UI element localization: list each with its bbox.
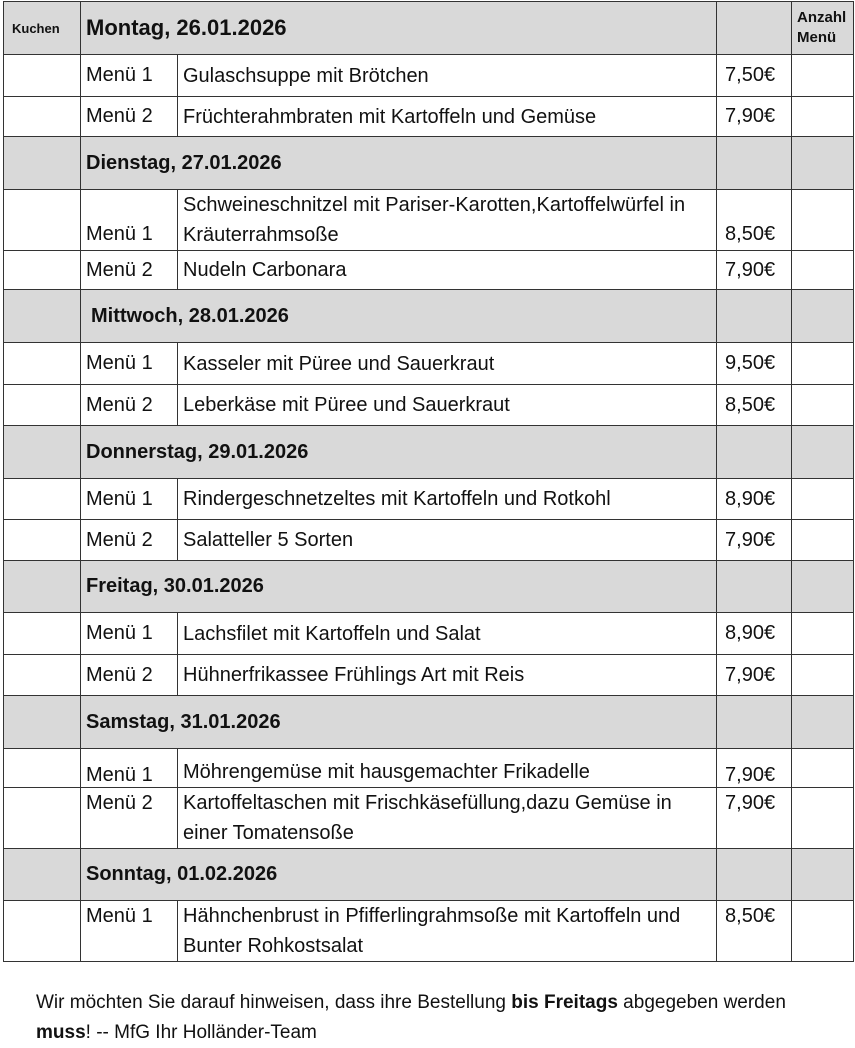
kuchen-cell [4, 426, 81, 479]
menu-label: Menü 1 [81, 749, 178, 788]
anzahl-menu-header [792, 2, 854, 55]
anzahl-empty-cell [792, 849, 854, 901]
kuchen-cell [4, 696, 81, 749]
anzahl-cell[interactable] [792, 901, 854, 962]
price: 8,50€ [717, 190, 792, 251]
kuchen-cell[interactable] [4, 343, 81, 385]
anzahl-cell[interactable] [792, 479, 854, 520]
price: 9,50€ [717, 343, 792, 385]
anzahl-cell[interactable] [792, 520, 854, 561]
anzahl-label: Anzahl [797, 9, 847, 26]
anzahl-empty-cell [792, 290, 854, 343]
price-empty-cell [717, 561, 792, 613]
menu-row [4, 343, 854, 385]
kuchen-cell[interactable] [4, 788, 81, 849]
kuchen-cell [4, 290, 81, 343]
menu-label: Menü 1 [81, 613, 178, 655]
day-date: Dienstag, 27.01.2026 [81, 137, 717, 190]
menu-row [4, 97, 854, 137]
menu-row [4, 788, 854, 849]
dish-name: Hähnchenbrust in Pfifferlingrahmsoße mit Kartoffeln und Bunter Rohkostsalat [178, 901, 717, 962]
day-date: Donnerstag, 29.01.2026 [81, 426, 717, 479]
menu-row [4, 190, 854, 251]
kuchen-cell[interactable] [4, 520, 81, 561]
price: 7,90€ [717, 251, 792, 290]
menu-row [4, 55, 854, 97]
menu-label: Menü 1 [81, 343, 178, 385]
anzahl-cell[interactable] [792, 788, 854, 849]
menu-row [4, 479, 854, 520]
kuchen-cell[interactable] [4, 901, 81, 962]
day-header-row [4, 426, 854, 479]
price-empty-cell [717, 2, 792, 55]
day-header-row [4, 849, 854, 901]
menu-label: Menü 1 [81, 190, 178, 251]
menu-row [4, 613, 854, 655]
dish-name: Nudeln Carbonara [178, 251, 717, 290]
kuchen-cell[interactable] [4, 655, 81, 696]
anzahl-cell[interactable] [792, 655, 854, 696]
menu-label: Menü 2 [81, 655, 178, 696]
menu-label: Menü 2 [81, 97, 178, 137]
anzahl-empty-cell [792, 426, 854, 479]
anzahl-empty-cell [792, 696, 854, 749]
anzahl-cell[interactable] [792, 97, 854, 137]
dish-name: Salatteller 5 Sorten [178, 520, 717, 561]
dish-name: Schweineschnitzel mit Pariser-Karotten,Kartoffelwürfel in Kräuterrahmsoße [178, 190, 717, 251]
kuchen-cell [4, 137, 81, 190]
kuchen-cell[interactable] [4, 55, 81, 97]
kuchen-cell [4, 561, 81, 613]
day-header-row [4, 290, 854, 343]
notice-text: Wir möchten Sie darauf hinweisen, dass ihre Bestellung [36, 992, 512, 1013]
price: 8,50€ [717, 385, 792, 426]
kuchen-cell [4, 849, 81, 901]
kuchen-cell[interactable] [4, 97, 81, 137]
dish-name: Lachsfilet mit Kartoffeln und Salat [178, 613, 717, 655]
anzahl-cell[interactable] [792, 613, 854, 655]
anzahl-cell[interactable] [792, 385, 854, 426]
menu-label: Menü 2 [81, 788, 178, 849]
price: 7,50€ [717, 55, 792, 97]
anzahl-cell[interactable] [792, 55, 854, 97]
dish-name: Leberkäse mit Püree und Sauerkraut [178, 385, 717, 426]
kuchen-cell[interactable] [4, 251, 81, 290]
price: 7,90€ [717, 788, 792, 849]
dish-name: Kartoffeltaschen mit Frischkäsefüllung,dazu Gemüse in einer Tomatensoße [178, 788, 717, 849]
day-header-row [4, 137, 854, 190]
day-date: Samstag, 31.01.2026 [81, 696, 717, 749]
menu-row [4, 251, 854, 290]
menu-label: Menü 1 [81, 901, 178, 962]
day-header-row [4, 2, 854, 55]
anzahl-empty-cell [792, 561, 854, 613]
price: 7,90€ [717, 520, 792, 561]
anzahl-cell[interactable] [792, 190, 854, 251]
menu-table [3, 1, 854, 962]
price: 7,90€ [717, 97, 792, 137]
dish-name: Hühnerfrikassee Frühlings Art mit Reis [178, 655, 717, 696]
day-date: Freitag, 30.01.2026 [81, 561, 717, 613]
price-empty-cell [717, 290, 792, 343]
notice-must: muss [36, 1022, 86, 1043]
notice-text: abgegeben werden [617, 992, 786, 1013]
menu-label: Menü 1 [81, 55, 178, 97]
price: 8,90€ [717, 479, 792, 520]
menu-label: Menü 2 [81, 251, 178, 290]
kuchen-cell[interactable] [4, 479, 81, 520]
menu-row [4, 901, 854, 962]
menu-row [4, 385, 854, 426]
anzahl-cell[interactable] [792, 749, 854, 788]
day-date: Montag, 26.01.2026 [81, 2, 717, 55]
menu-row [4, 655, 854, 696]
price: 7,90€ [717, 655, 792, 696]
dish-name: Kasseler mit Püree und Sauerkraut [178, 343, 717, 385]
kuchen-cell[interactable] [4, 749, 81, 788]
notice-deadline: bis Freitags [511, 992, 618, 1013]
dish-name: Früchterahmbraten mit Kartoffeln und Gemüse [178, 97, 717, 137]
anzahl-menu-label: Menü [797, 29, 837, 46]
order-notice [36, 988, 836, 1048]
dish-name: Rindergeschnetzeltes mit Kartoffeln und Rotkohl [178, 479, 717, 520]
anzahl-cell[interactable] [792, 251, 854, 290]
day-date: Sonntag, 01.02.2026 [81, 849, 717, 901]
menu-row [4, 749, 854, 788]
anzahl-empty-cell [792, 137, 854, 190]
price-empty-cell [717, 696, 792, 749]
kuchen-label: Kuchen [4, 2, 81, 55]
dish-name: Gulaschsuppe mit Brötchen [178, 55, 717, 97]
kuchen-cell[interactable] [4, 385, 81, 426]
price-empty-cell [717, 426, 792, 479]
price: 8,90€ [717, 613, 792, 655]
price-empty-cell [717, 849, 792, 901]
dish-name: Möhrengemüse mit hausgemachter Frikadelle [178, 749, 717, 788]
menu-label: Menü 2 [81, 520, 178, 561]
menu-row [4, 520, 854, 561]
anzahl-cell[interactable] [792, 343, 854, 385]
notice-signature: ! -- MfG Ihr Holländer-Team [85, 1022, 317, 1043]
menu-label: Menü 2 [81, 385, 178, 426]
day-header-row [4, 696, 854, 749]
kuchen-cell[interactable] [4, 613, 81, 655]
day-header-row [4, 561, 854, 613]
price-empty-cell [717, 137, 792, 190]
day-date: Mittwoch, 28.01.2026 [81, 290, 717, 343]
kuchen-cell[interactable] [4, 190, 81, 251]
menu-label: Menü 1 [81, 479, 178, 520]
price: 8,50€ [717, 901, 792, 962]
price: 7,90€ [717, 749, 792, 788]
